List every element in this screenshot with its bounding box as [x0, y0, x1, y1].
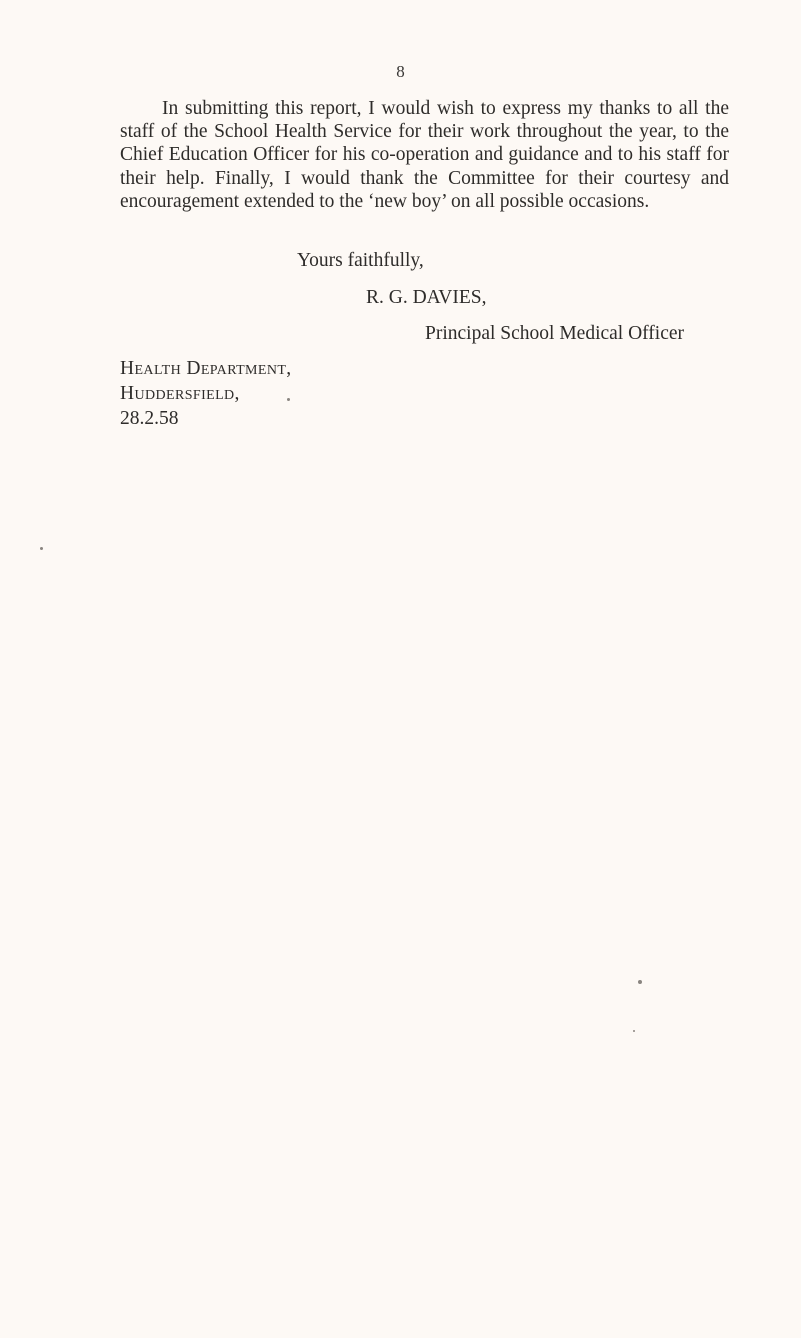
address-town: Huddersfield,: [120, 383, 240, 404]
sender-address: [120, 357, 292, 432]
paper-speck: [287, 398, 290, 401]
address-department: Health Department,: [120, 358, 292, 379]
address-date: 28.2.58: [120, 408, 179, 429]
paper-speck: [40, 547, 43, 550]
signatory-name: R. G. DAVIES,: [366, 287, 487, 308]
paper-speck: [633, 1030, 635, 1032]
closing-salutation: Yours faithfully,: [297, 250, 424, 271]
paper-speck: [638, 980, 642, 984]
page-number: 8: [396, 62, 405, 81]
signatory-title: Principal School Medical Officer: [425, 323, 685, 344]
body-paragraph: In submitting this report, I would wish to express my thanks to all the staff of the School Health Service for their work throughout the year, to the Chief Education Officer for his co-operation and guidance and to his staff for their help. Finally, I would thank the Committee for their courtesy and encouragement extended to the ‘new boy’ on all possible occasions.: [120, 98, 729, 212]
